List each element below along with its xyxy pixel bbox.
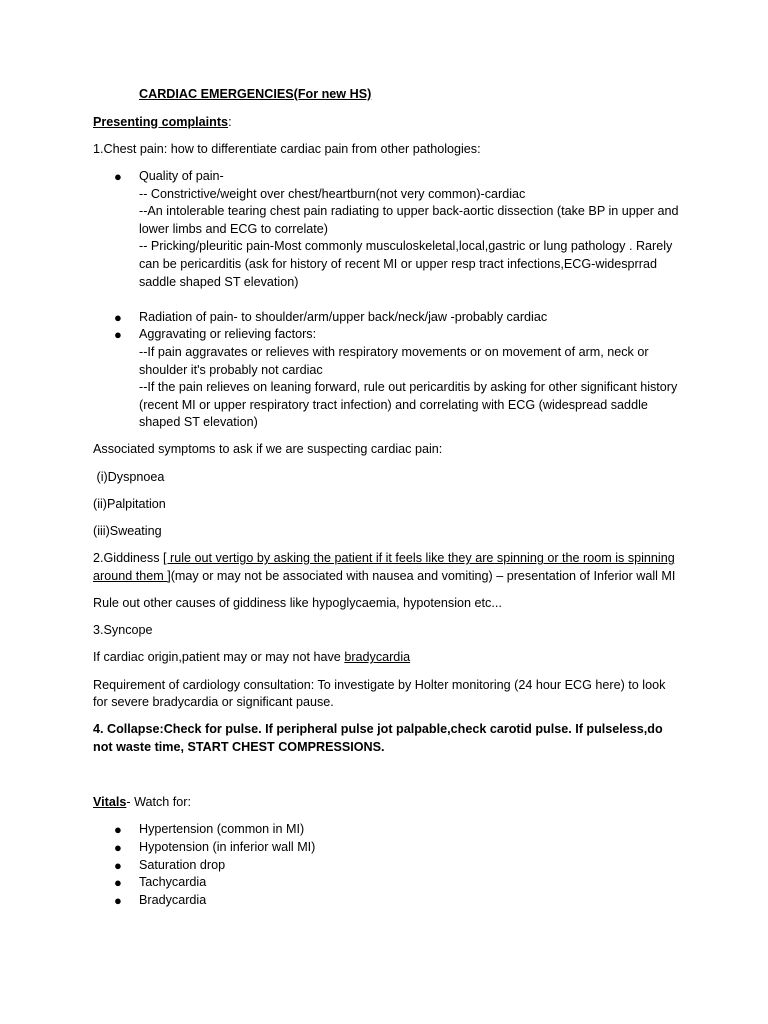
symptom-item: (iii)Sweating bbox=[93, 524, 162, 539]
document-title: CARDIAC EMERGENCIES(For new HS) bbox=[139, 87, 372, 101]
symptom-item: (ii)Palpitation bbox=[93, 496, 166, 511]
vitals-item: ● Bradycardia bbox=[93, 892, 683, 910]
symptom-item: (i)Dyspnoea bbox=[93, 469, 165, 484]
chest-pain-heading: 1.Chest pain: how to differentiate cardiac pain from other pathologies: bbox=[93, 141, 481, 156]
giddiness-prefix: 2.Giddiness bbox=[93, 551, 164, 566]
cardiology-consultation: Requirement of cardiology consultation: To investigate by Holter monitoring (24 hour ECG here) to look for severe bradycardia or significant pause. bbox=[93, 677, 666, 710]
quality-line: -- Pricking/pleuritic pain-Most commonly musculoskeletal,local,gastric or lung pathology . Rarely can be pericarditis (ask for history of recent MI or upper resp tract infections,ECG-widesprrad saddle shaped ST elevation) bbox=[139, 239, 673, 289]
vitals-item: ● Hypotension (in inferior wall MI) bbox=[93, 839, 683, 857]
vitals-item: ● Tachycardia bbox=[93, 874, 683, 892]
presenting-complaints-label: Presenting complaints bbox=[93, 114, 229, 129]
vitals-suffix: - Watch for: bbox=[126, 795, 191, 810]
list-item-aggravating bbox=[93, 326, 683, 432]
syncope-line-prefix: If cardiac origin,patient may or may not have bbox=[93, 650, 345, 665]
quality-label: ● Quality of pain- bbox=[139, 168, 224, 183]
giddiness-vertigo-note: [ rule out vertigo by asking the patient if it feels like they are spinning or the room is spinning around them ] bbox=[93, 551, 675, 583]
aggravating-line: --If pain aggravates or relieves with respiratory movements or on movement of arm, neck or shoulder it's probably not cardiac bbox=[139, 344, 649, 377]
vitals-item: ● Hypertension (common in MI) bbox=[93, 821, 683, 839]
list-item-radiation: ● Radiation of pain- to shoulder/arm/upper back/neck/jaw -probably cardiac bbox=[93, 309, 683, 327]
heading-colon: : bbox=[228, 114, 232, 129]
associated-symptoms-heading: Associated symptoms to ask if we are suspecting cardiac pain: bbox=[93, 442, 443, 457]
quality-line: -- Constrictive/weight over chest/heartburn(not very common)-cardiac bbox=[139, 186, 526, 201]
presenting-complaints-heading bbox=[93, 114, 683, 132]
vitals-label: Vitals bbox=[93, 795, 127, 810]
bradycardia-link: bradycardia bbox=[344, 650, 411, 665]
vitals-item: ● Saturation drop bbox=[93, 857, 683, 875]
giddiness-other-causes: Rule out other causes of giddiness like hypoglycaemia, hypotension etc... bbox=[93, 596, 502, 610]
list-item-quality bbox=[93, 168, 683, 291]
document-page bbox=[93, 86, 683, 909]
collapse-paragraph bbox=[93, 721, 683, 756]
giddiness-suffix: (may or may not be associated with nausea and vomiting) – presentation of Inferior wall MI bbox=[170, 568, 676, 583]
syncope-heading: 3.Syncope bbox=[93, 623, 153, 638]
chest-pain-list bbox=[93, 168, 683, 432]
vitals-list bbox=[93, 821, 683, 909]
aggravating-label: ● Aggravating or relieving factors: bbox=[139, 327, 317, 342]
collapse-prefix: 4. bbox=[93, 722, 108, 737]
giddiness-paragraph bbox=[93, 550, 683, 585]
vitals-heading bbox=[93, 794, 683, 812]
collapse-text: Collapse:Check for pulse. If peripheral pulse jot palpable,check carotid pulse. If pulseless,do not waste time, START CHEST COMPRESSIONS. bbox=[93, 722, 663, 754]
spacer bbox=[93, 766, 683, 794]
syncope-cardiac-origin bbox=[93, 649, 683, 667]
quality-line: --An intolerable tearing chest pain radiating to upper back-aortic dissection (take BP in upper and lower limbs and ECG to correlate) bbox=[139, 204, 679, 236]
aggravating-line: --If the pain relieves on leaning forward, rule out pericarditis by asking for other significant history (recent MI or upper respiratory tract infection) and correlating with ECG (widespread saddle shaped ST elevation) bbox=[139, 380, 678, 430]
